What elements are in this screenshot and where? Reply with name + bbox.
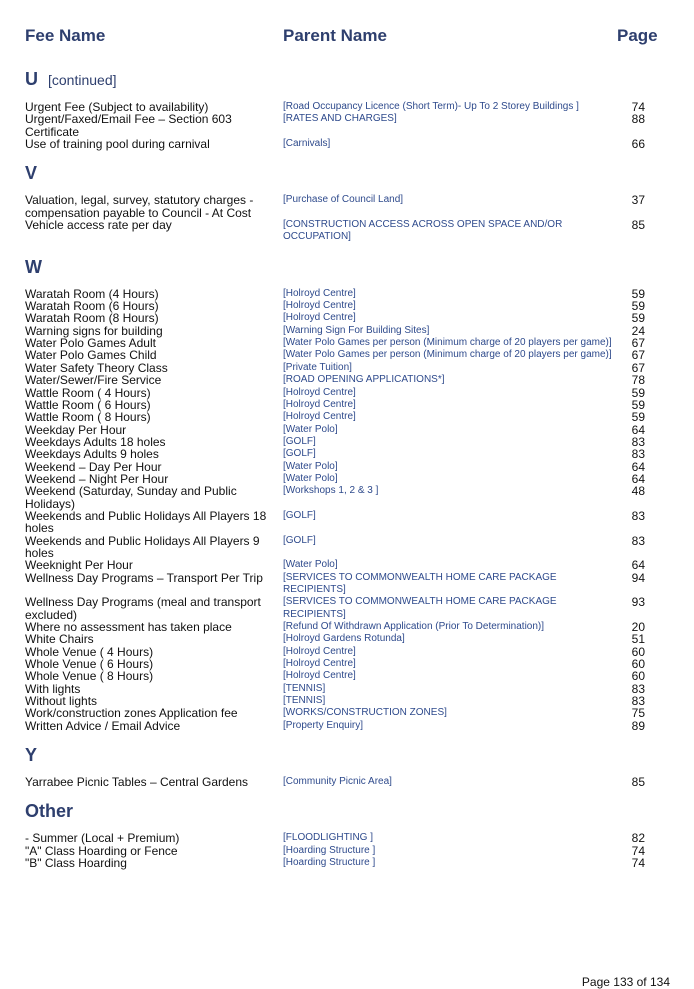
- fee-name: Weekday Per Hour: [25, 422, 127, 437]
- page-number: 74: [631, 856, 645, 871]
- fee-name: Weekend – Night Per Hour: [25, 471, 169, 486]
- parent-name: [GOLF]: [283, 534, 316, 546]
- page-number: 74: [631, 100, 645, 114]
- parent-name: [FLOODLIGHTING ]: [283, 832, 374, 844]
- page-number: 59: [631, 311, 645, 326]
- fee-row: [25, 194, 645, 219]
- fee-name: "A" Class Hoarding or Fence: [25, 843, 178, 858]
- page-number: 64: [631, 459, 645, 474]
- fee-name: With lights: [25, 681, 81, 696]
- fee-name: Weekdays Adults 9 holes: [25, 447, 159, 462]
- page-number: 60: [631, 669, 645, 684]
- parent-name: [Workshops 1, 2 & 3 ]: [283, 485, 379, 497]
- page-number: 59: [631, 397, 645, 412]
- section-letter: U: [25, 69, 38, 89]
- fee-row: [25, 596, 645, 621]
- parent-name: [Hoarding Structure ]: [283, 857, 376, 869]
- page-number: 59: [631, 286, 645, 301]
- parent-name: [TENNIS]: [283, 682, 326, 694]
- parent-name: [Water Polo Games per person (Minimum charge of 20 players per game)]: [283, 337, 612, 349]
- page-number: 59: [631, 299, 645, 314]
- fee-name: Urgent Fee (Subject to availability): [25, 100, 209, 114]
- parent-name: [Water Polo]: [283, 559, 338, 571]
- parent-name: [SERVICES TO COMMONWEALTH HOME CARE PACKAGE RECIPIENTS]: [283, 596, 557, 620]
- fee-name: Use of training pool during carnival: [25, 137, 210, 152]
- page-number: 83: [631, 533, 645, 548]
- fee-name: Water Polo Games Adult: [25, 336, 156, 351]
- parent-name: [Holroyd Centre]: [283, 670, 356, 682]
- fee-name: Weekends and Public Holidays All Players 9 holes: [25, 533, 260, 560]
- section-letter: Other: [25, 801, 74, 822]
- fee-name: Water/Sewer/Fire Service: [25, 373, 162, 388]
- fee-name: Whole Venue ( 6 Hours): [25, 657, 154, 672]
- parent-name: [Warning Sign For Building Sites]: [283, 324, 430, 336]
- section-w: [25, 256, 645, 732]
- fee-row: [25, 832, 645, 844]
- fee-row: [25, 219, 645, 244]
- fee-name: Waratah Room (4 Hours): [25, 286, 159, 301]
- section-heading: [25, 68, 645, 91]
- parent-name: [Refund Of Withdrawn Application (Prior To Determination)]: [283, 621, 545, 633]
- parent-name: [Private Tuition]: [283, 361, 352, 373]
- section-y: [25, 744, 645, 788]
- page-number: 83: [631, 434, 645, 449]
- fee-name: Urgent/Faxed/Email Fee – Section 603 Certificate: [25, 112, 232, 139]
- fee-name: Waratah Room (8 Hours): [25, 311, 159, 326]
- fee-row: [25, 411, 645, 423]
- section-other: [25, 800, 645, 869]
- fee-name: Work/construction zones Application fee: [25, 706, 238, 721]
- page-number: 78: [631, 373, 645, 388]
- page-number: 59: [631, 385, 645, 400]
- parent-name: [Water Polo]: [283, 423, 338, 435]
- fee-name: Without lights: [25, 694, 98, 709]
- page-number: 37: [631, 193, 645, 208]
- parent-name: [Holroyd Centre]: [283, 411, 356, 423]
- fee-name: Yarrabee Picnic Tables – Central Gardens: [25, 775, 249, 790]
- fee-row: [25, 113, 645, 138]
- page-number: 20: [631, 620, 645, 635]
- page-number: 94: [631, 570, 645, 585]
- parent-name: [Carnivals]: [283, 138, 331, 150]
- page-number: 67: [631, 360, 645, 375]
- fee-name: Vehicle access rate per day: [25, 218, 172, 233]
- parent-name: [TENNIS]: [283, 695, 326, 707]
- fee-name: - Summer (Local + Premium): [25, 831, 180, 846]
- parent-name: [CONSTRUCTION ACCESS ACROSS OPEN SPACE AND/OR OCCUPATION]: [283, 219, 563, 243]
- section-heading: [25, 744, 645, 766]
- section-heading: [25, 800, 645, 822]
- column-header-parent-name: Parent Name: [283, 26, 387, 45]
- page-number: 88: [631, 112, 645, 127]
- page-footer: Page 133 of 134: [581, 975, 670, 989]
- fee-name: Weekend (Saturday, Sunday and Public Holidays): [25, 484, 237, 511]
- fee-name: White Chairs: [25, 632, 94, 647]
- section-letter: V: [25, 163, 38, 184]
- fee-row: [25, 857, 645, 869]
- fee-name: Whole Venue ( 8 Hours): [25, 669, 154, 684]
- parent-name: [Water Polo]: [283, 460, 338, 472]
- fee-name: Where no assessment has taken place: [25, 620, 232, 635]
- fee-row: [25, 559, 645, 571]
- fee-row: [25, 510, 645, 535]
- page-number: 93: [631, 595, 645, 610]
- page-number: 64: [631, 471, 645, 486]
- parent-name: [Water Polo]: [283, 472, 338, 484]
- fee-name: Weekends and Public Holidays All Players 18 holes: [25, 508, 267, 536]
- parent-name: [WORKS/CONSTRUCTION ZONES]: [283, 707, 447, 719]
- page-number: 51: [631, 632, 645, 647]
- fee-name: Wellness Day Programs – Transport Per Trip: [25, 570, 263, 585]
- fee-name: Waratah Room (6 Hours): [25, 299, 159, 314]
- parent-name: [Holroyd Centre]: [283, 287, 356, 299]
- parent-name: [GOLF]: [283, 435, 316, 447]
- fee-row: [25, 633, 645, 645]
- section-letter: W: [25, 256, 42, 277]
- page-number: 66: [631, 137, 645, 152]
- fee-row: [25, 138, 645, 150]
- page-number: 83: [631, 694, 645, 709]
- page-number: 64: [631, 558, 645, 573]
- fee-row: [25, 349, 645, 361]
- parent-name: [RATES AND CHARGES]: [283, 113, 397, 125]
- parent-name: [SERVICES TO COMMONWEALTH HOME CARE PACKAGE RECIPIENTS]: [283, 571, 557, 595]
- section-v: [25, 162, 645, 243]
- section-heading: [25, 256, 645, 278]
- page-number: 67: [631, 348, 645, 363]
- parent-name: [Holroyd Gardens Rotunda]: [283, 633, 405, 645]
- section-heading: [25, 162, 645, 184]
- parent-name: [Hoarding Structure ]: [283, 844, 376, 856]
- page-number: 89: [631, 718, 645, 733]
- parent-name: [Holroyd Centre]: [283, 312, 356, 324]
- parent-name: [GOLF]: [283, 509, 316, 521]
- fee-row: [25, 312, 645, 324]
- page-number: 64: [631, 422, 645, 437]
- column-header-fee-name: Fee Name: [25, 26, 106, 45]
- parent-name: [Holroyd Centre]: [283, 645, 356, 657]
- parent-name: [Holroyd Centre]: [283, 300, 356, 312]
- parent-name: [Holroyd Centre]: [283, 658, 356, 670]
- page-number: 24: [631, 323, 645, 338]
- fee-name: Weekend – Day Per Hour: [25, 459, 162, 474]
- parent-name: [Water Polo Games per person (Minimum charge of 20 players per game)]: [283, 349, 612, 361]
- fee-name: Weeknight Per Hour: [25, 558, 133, 573]
- page-number: 74: [631, 843, 645, 858]
- column-header-page: Page: [617, 26, 658, 45]
- fee-row: [25, 720, 645, 732]
- fee-name: Wattle Room ( 6 Hours): [25, 397, 151, 412]
- page-number: 83: [631, 681, 645, 696]
- fee-name: Weekdays Adults 18 holes: [25, 434, 166, 449]
- fee-row: [25, 621, 645, 633]
- fee-name: Written Advice / Email Advice: [25, 718, 181, 733]
- fee-name: Whole Venue ( 4 Hours): [25, 644, 154, 659]
- parent-name: [ROAD OPENING APPLICATIONS*]: [283, 374, 445, 386]
- fee-row: [25, 387, 645, 399]
- page-number: 83: [631, 508, 645, 523]
- fee-name: Wattle Room ( 8 Hours): [25, 410, 151, 425]
- parent-name: [Road Occupancy Licence (Short Term)- Up To 2 Storey Buildings ]: [283, 101, 579, 112]
- fee-name: Wellness Day Programs (meal and transport excluded): [25, 595, 261, 622]
- fee-row: [25, 485, 645, 510]
- fee-name: Wattle Room ( 4 Hours): [25, 385, 151, 400]
- section-continued-label: [continued]: [48, 72, 117, 88]
- fee-row: [25, 374, 645, 386]
- fee-row: [25, 776, 645, 788]
- page-number: 82: [631, 831, 645, 846]
- fee-row: [25, 535, 645, 560]
- page-number: 85: [631, 775, 645, 790]
- fee-row: [25, 683, 645, 695]
- page-number: 60: [631, 657, 645, 672]
- section-letter: Y: [25, 745, 38, 766]
- fee-name: Water Polo Games Child: [25, 348, 157, 363]
- page-number: 59: [631, 410, 645, 425]
- page-number: 60: [631, 644, 645, 659]
- fee-name: Warning signs for building: [25, 323, 163, 338]
- parent-name: [GOLF]: [283, 448, 316, 460]
- parent-name: [Community Picnic Area]: [283, 776, 392, 788]
- fee-name: "B" Class Hoarding: [25, 856, 127, 871]
- parent-name: [Holroyd Centre]: [283, 386, 356, 398]
- page-number: 85: [631, 218, 645, 233]
- page-number: 48: [631, 484, 645, 499]
- page-number: 75: [631, 706, 645, 721]
- fee-name: Valuation, legal, survey, statutory charges - compensation payable to Council - At Cost: [25, 193, 254, 220]
- parent-name: [Holroyd Centre]: [283, 398, 356, 410]
- fee-index: [25, 68, 645, 882]
- page-number: 67: [631, 336, 645, 351]
- section-u: [25, 68, 645, 150]
- fee-name: Water Safety Theory Class: [25, 360, 168, 375]
- page-number: 83: [631, 447, 645, 462]
- fee-row: [25, 572, 645, 597]
- parent-name: [Purchase of Council Land]: [283, 194, 404, 206]
- parent-name: [Property Enquiry]: [283, 719, 364, 731]
- fee-row: [25, 707, 645, 719]
- fee-row: [25, 670, 645, 682]
- fee-row: [25, 448, 645, 460]
